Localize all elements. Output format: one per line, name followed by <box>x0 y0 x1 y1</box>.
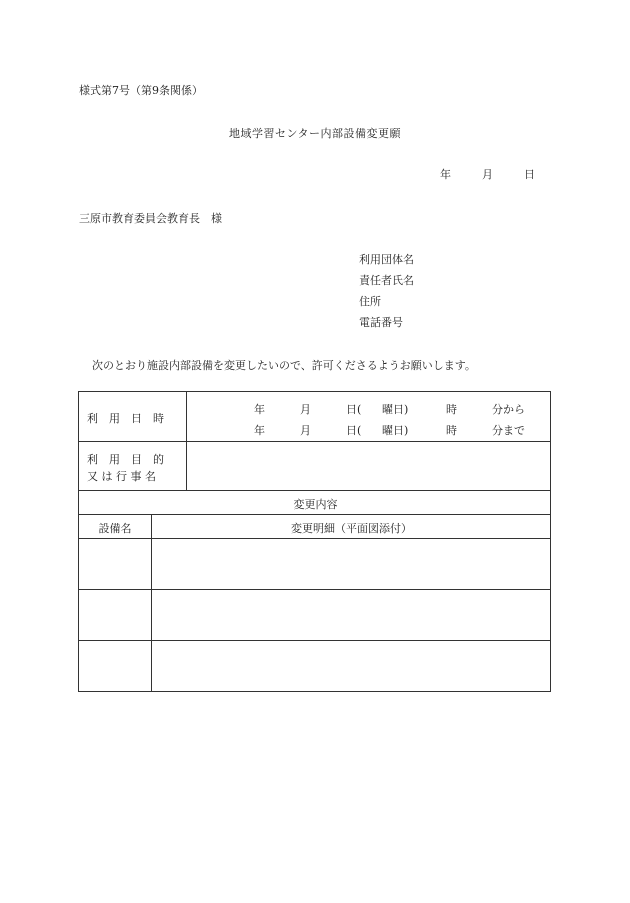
date-year-label: 年 <box>440 168 451 181</box>
from-minute: 分から <box>492 403 525 416</box>
purpose-label-line1: 利 用 目 的 <box>87 453 164 466</box>
request-statement: 次のとおり施設内部設備を変更したいので、許可くださるようお願いします。 <box>92 359 476 372</box>
form-number: 様式第7号（第9条関係） <box>79 84 203 97</box>
equipment-name-header: 設備名 <box>98 522 132 535</box>
column-divider <box>186 392 187 490</box>
applicant-phone-label: 電話番号 <box>359 316 403 329</box>
change-details-cell[interactable] <box>152 539 551 589</box>
equipment-name-cell[interactable] <box>79 590 151 640</box>
to-hour: 時 <box>446 424 457 437</box>
from-hour: 時 <box>446 403 457 416</box>
from-day: 日( <box>346 403 362 416</box>
applicant-address-label: 住所 <box>359 295 381 308</box>
row-divider <box>79 490 550 491</box>
change-content-header: 変更内容 <box>293 498 338 511</box>
change-details-cell[interactable] <box>152 590 551 640</box>
to-day: 日( <box>346 424 362 437</box>
to-weekday: 曜日) <box>382 424 409 437</box>
date-line <box>440 166 535 182</box>
to-month: 月 <box>300 424 311 437</box>
to-minute: 分まで <box>492 424 525 437</box>
usage-datetime-label: 利 用 日 時 <box>87 412 164 425</box>
date-month-label: 月 <box>482 168 493 181</box>
change-details-cell[interactable] <box>152 641 551 692</box>
addressee: 三原市教育委員会教育長 様 <box>79 212 222 225</box>
applicant-person-label: 責任者氏名 <box>359 274 414 287</box>
purpose-label-line2: 又 は 行 事 名 <box>87 470 156 483</box>
applicant-group-label: 利用団体名 <box>359 253 414 266</box>
change-details-header: 変更明細（平面図添付） <box>291 522 412 535</box>
document-title: 地域学習センター内部設備変更願 <box>228 127 402 140</box>
date-day-label: 日 <box>524 168 535 181</box>
equipment-name-cell[interactable] <box>79 641 151 692</box>
to-year: 年 <box>254 424 265 437</box>
from-year: 年 <box>254 403 265 416</box>
row-divider <box>79 441 550 442</box>
row-divider <box>79 514 550 515</box>
from-weekday: 曜日) <box>382 403 409 416</box>
equipment-name-cell[interactable] <box>79 539 151 589</box>
application-table <box>78 391 551 692</box>
from-month: 月 <box>300 403 311 416</box>
